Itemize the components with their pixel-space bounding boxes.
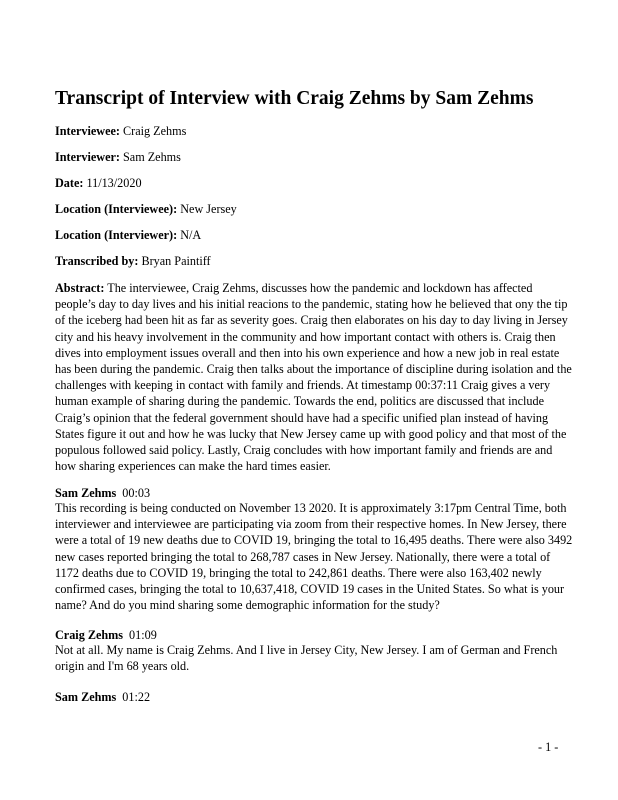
meta-value: Sam Zehms [123,150,181,164]
page-title: Transcript of Interview with Craig Zehms by Sam Zehms [55,88,534,109]
meta-interviewer [55,150,181,165]
utterance-text: Not at all. My name is Craig Zehms. And I live in Jersey City, New Jersey. I am of German and French origin and I'm 68 years old. [55,643,558,674]
meta-label: Location (Interviewee): [55,202,178,216]
meta-label: Interviewer: [55,150,120,164]
page-number: - 1 - [538,740,559,754]
meta-location-interviewee [55,202,237,217]
speaker-line [55,690,150,705]
meta-label: Interviewee: [55,124,120,138]
meta-value: Craig Zehms [123,124,187,138]
speaker-name: Craig Zehms [55,628,124,642]
meta-interviewee [55,124,186,139]
speaker-name: Sam Zehms [55,486,117,500]
timestamp: 01:09 [129,628,157,642]
meta-value: Bryan Paintiff [141,254,211,268]
meta-value: New Jersey [180,202,237,216]
meta-label: Date: [55,176,84,190]
meta-location-interviewer [55,228,201,243]
timestamp: 01:22 [122,690,151,704]
meta-value: 11/13/2020 [86,176,142,190]
meta-value: N/A [180,228,202,242]
abstract-label: Abstract: [55,281,105,295]
timestamp: 00:03 [122,486,151,500]
meta-label: Transcribed by: [55,254,139,268]
meta-transcribed-by [55,254,211,269]
speaker-line [55,628,157,643]
utterance-text: This recording is being conducted on November 13 2020. It is approximately 3:17pm Central Time, both interviewer and interviewee are participating via zoom from their respective homes. In New Jersey, there were a total of 19 new deaths due to COVID 19, bringing the total to 16,495 deaths. There were also 3492 new cases reported bringing the total to 268,787 cases in New Jersey. Nationally, there were a total of 1172 deaths due to COVID 19, bringing the total to 242,861 deaths. There were also 163,402 newly confirmed cases, bringing the total to 10,637,418, COVID 19 cases in the United States. So what is your name? And do you mind sharing some demographic information for the study? [55,501,573,613]
abstract-text: The interviewee, Craig Zehms, discusses how the pandemic and lockdown has affected people’s day to day lives and his initial reacions to the pandemic, stating how he believed that ony the tip of the iceberg had been hit as far as severity goes. Craig then elaborates on his day to day living in Jersey city and his heavy involvement in the community and how important contact with others is. Craig then dives into employment issues overall and then into his own experience and how a new job in real estate has been during the pandemic. Craig then talks about the importance of discipline during isolation and the challenges with keeping in contact with family and friends. At timestamp 00:37:11 Craig gives a very human example of sharing during the pandemic. Towards the end, politics are discussed that include Craig’s opinion that the federal government should have had a specific unified plan instead of having States figure it out and how he was lucky that New Jersey came up with good policy and that most of the populous followed said policy. Lastly, Craig concludes with how important family and friends are and how sharing experiences can make the hard times easier. [55,281,572,474]
speaker-line [55,486,150,501]
abstract-paragraph [55,280,573,474]
meta-date [55,176,142,191]
meta-label: Location (Interviewer): [55,228,178,242]
speaker-name: Sam Zehms [55,690,117,704]
